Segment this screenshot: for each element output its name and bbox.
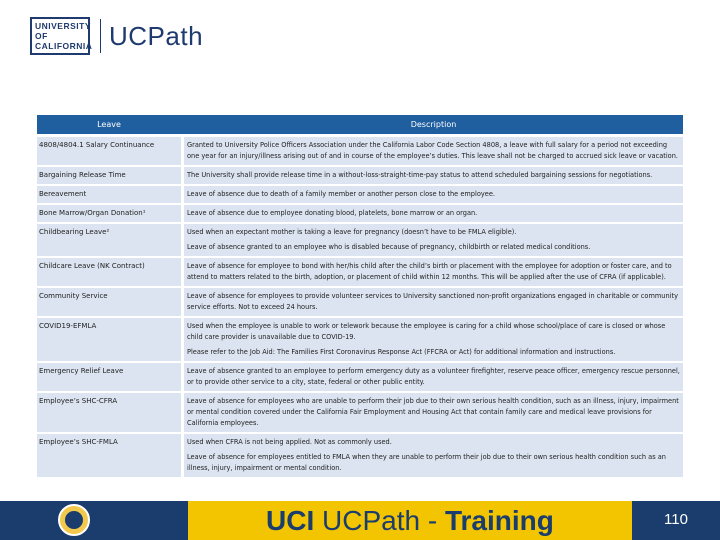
leave-name: 4808/4804.1 Salary Continuance [37,137,181,165]
table-row [37,393,683,432]
table-body [37,137,683,477]
table-row [37,258,683,286]
table-row [37,205,683,222]
logo-line: OF [35,31,48,41]
footer-right-panel [632,501,720,540]
leave-name: Community Service [37,288,181,316]
description-paragraph: Used when an expectant mother is taking a leave for pregnancy (doesn’t have to be FMLA eligible). [187,228,517,236]
leave-description [184,205,683,222]
leave-description [184,137,683,165]
leave-name: Bereavement [37,186,181,203]
footer-title-panel [188,501,632,540]
leave-name: Bone Marrow/Organ Donation¹ [37,205,181,222]
footer-left-panel [0,501,188,540]
uc-logo-icon [30,17,93,55]
leave-name: Employee’s SHC-CFRA [37,393,181,432]
leave-description [184,258,683,286]
table-header [37,115,683,135]
table-row [37,434,683,477]
footer-title [266,505,554,537]
description-paragraph: Leave of absence due to death of a family member or another person close to the employee. [187,190,495,198]
footer-ucpath: UCPath - [314,505,445,536]
leave-name: Childbearing Leave² [37,224,181,256]
description-paragraph: The University shall provide release time in a without-loss-straight-time-pay status to attend scheduled bargaining sessions for negotiations. [187,171,653,179]
table-row [37,224,683,256]
table-row [37,186,683,203]
footer [0,501,720,540]
description-paragraph: Leave of absence granted to an employee who is disabled because of pregnancy, childbirth or related medical conditions. [187,243,591,251]
table-row [37,288,683,316]
description-paragraph: Leave of absence for employees to provide volunteer services to University sanctioned non-profit organizations engaged in charitable or community service efforts. Not to exceed 24 hours. [187,292,678,311]
page-number: 110 [664,511,688,528]
header-logo [30,16,203,56]
description-paragraph: Leave of absence for employees who are unable to perform their job due to their own serious health condition, such as an illness, injury, impairment or mental condition covered under the California Fair Employment and Housing Act that contain family care and medical leave provisions for California employees. [187,397,679,427]
description-paragraph: Used when CFRA is not being applied. Not as commonly used. [187,438,392,446]
leave-name: Bargaining Release Time [37,167,181,184]
leave-description [184,393,683,432]
leave-description [184,288,683,316]
footer-training: Training [444,505,554,536]
header-leave: Leave [97,120,121,129]
description-paragraph: Leave of absence for employee to bond with her/his child after the child’s birth or placement with the employee for adoption or foster care, and to attend to matters related to the birth, adoption, or placement of child within 12 months. This will be applied after the use of CFRA (if applicable). [187,262,672,281]
leave-name: Employee’s SHC-FMLA [37,434,181,477]
description-paragraph: Granted to University Police Officers Association under the California Labor Code Section 4808, a leave with full salary for a period not exceeding one year for an injury/illness arising out of and in course of the employee’s duties. This leave shall not be charged to accrued sick leave or vacation. [187,141,678,160]
table-row [37,318,683,361]
leave-name: Childcare Leave (NK Contract) [37,258,181,286]
header-description: Description [410,120,457,129]
logo-divider [100,19,101,53]
leave-name: COVID19-EFMLA [37,318,181,361]
leave-name: Emergency Relief Leave [37,363,181,391]
description-paragraph: Leave of absence due to employee donating blood, platelets, bone marrow or an organ. [187,209,478,217]
logo-line: CALIFORNIA [35,41,93,51]
ucpath-brand: UCPath [109,20,204,51]
uc-seal-icon [58,504,90,536]
description-paragraph: Used when the employee is unable to work or telework because the employee is caring for a child whose school/place of care is closed or whose child care provider is unavailable due to COVID-19. [187,322,666,341]
leave-description [184,186,683,203]
leave-table [37,115,683,477]
logo-line: UNIVERSITY [35,21,92,31]
table-row [37,137,683,165]
leave-description [184,224,683,256]
leave-description [184,167,683,184]
leave-description [184,363,683,391]
table-row [37,167,683,184]
table-row [37,363,683,391]
leave-description [184,318,683,361]
footer-uci: UCI [266,505,315,536]
description-paragraph: Leave of absence granted to an employee to perform emergency duty as a volunteer firefighter, reserve peace officer, emergency rescue personnel, or to provide other service to a city, state, federal or other public entity. [187,367,680,386]
description-paragraph: Leave of absence for employees entitled to FMLA when they are unable to perform their job due to their own serious health condition such as an illness, injury, impairment or mental condition. [187,453,666,472]
leave-description [184,434,683,477]
description-paragraph: Please refer to the Job Aid: The Families First Coronavirus Response Act (FFCRA or Act) for additional information and instructions. [187,348,616,356]
